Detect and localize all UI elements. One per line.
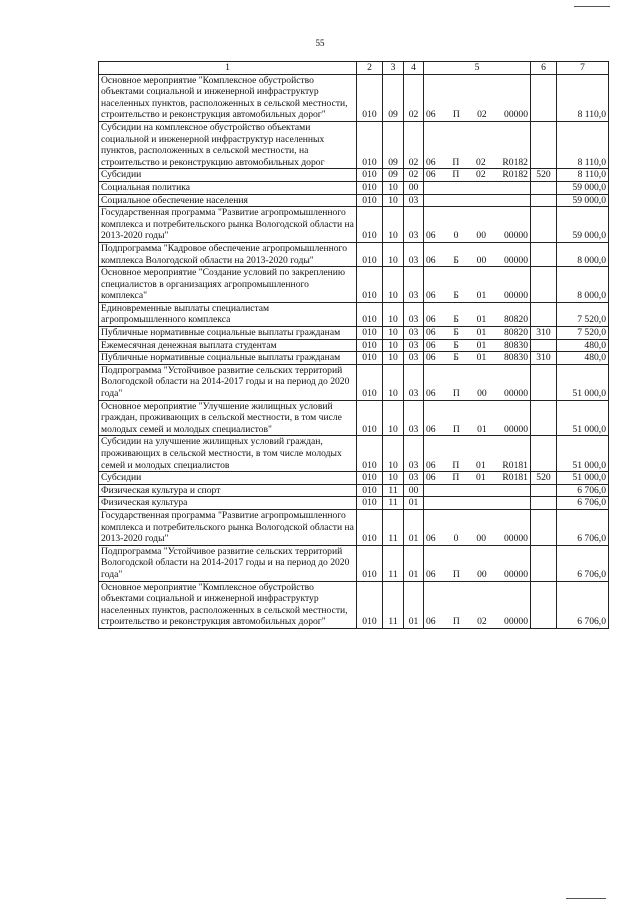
target-article-part: 01	[476, 290, 487, 302]
row-amount: 7 520,0	[557, 302, 609, 326]
target-article-part: 01	[476, 327, 487, 339]
corner-mark-top	[574, 6, 610, 7]
row-name: Субсидии	[99, 169, 357, 182]
target-article-part: R0182	[502, 156, 528, 168]
row-section-code: 10	[383, 364, 404, 400]
target-article-part: 00	[476, 533, 486, 545]
target-article-part: Б	[453, 327, 459, 339]
row-expense-type	[531, 364, 557, 400]
target-article-part: 00000	[504, 109, 528, 121]
table-row	[99, 497, 609, 510]
table-row	[99, 509, 609, 545]
target-article-part: 00000	[504, 388, 528, 400]
table-row	[99, 302, 609, 326]
target-article-part: 80830	[504, 352, 528, 364]
row-ministry-code: 010	[357, 169, 383, 182]
row-subsection-code: 00	[404, 484, 424, 497]
row-name: Субсидии на комплексное обустройство объектами социальной и инженерной инфраструктур населенных пунктов, расположенных в сельской местности, на строительство и реконструкцию автомобильных дорог	[99, 121, 357, 168]
row-section-code: 10	[383, 302, 404, 326]
row-section-code: 10	[383, 181, 404, 194]
target-article-part: Б	[453, 339, 459, 351]
row-ministry-code: 010	[357, 545, 383, 581]
table-row	[99, 352, 609, 365]
table-row	[99, 484, 609, 497]
target-article-part: 06	[426, 472, 436, 484]
row-expense-type	[531, 242, 557, 266]
row-section-code: 10	[383, 352, 404, 365]
row-subsection-code: 03	[404, 194, 424, 207]
row-expense-type	[531, 581, 557, 628]
row-target-article	[424, 121, 531, 168]
row-name: Основное мероприятие "Комплексное обустройство объектами социальной и инженерной инфраструктур населенных пунктов, расположенных в сельской местности, строительство и реконструкция автомобильных дорог"	[99, 581, 357, 628]
row-expense-type	[531, 207, 557, 243]
row-amount: 51 000,0	[557, 400, 609, 436]
target-article-part: 06	[426, 254, 436, 266]
target-article-part: 0	[453, 230, 459, 242]
row-section-code: 10	[383, 400, 404, 436]
table-row	[99, 181, 609, 194]
target-article-part: 01	[476, 339, 487, 351]
target-article-part: 02	[476, 156, 486, 168]
row-section-code: 11	[383, 497, 404, 510]
row-ministry-code: 010	[357, 327, 383, 340]
row-target-article	[424, 242, 531, 266]
row-subsection-code: 00	[404, 181, 424, 194]
row-section-code: 10	[383, 242, 404, 266]
row-expense-type	[531, 194, 557, 207]
row-amount: 6 706,0	[557, 545, 609, 581]
row-expense-type	[531, 181, 557, 194]
target-article-part: П	[452, 169, 460, 181]
row-subsection-code: 03	[404, 302, 424, 326]
target-article-part: 06	[426, 568, 436, 580]
row-target-article	[424, 509, 531, 545]
row-target-article	[424, 400, 531, 436]
target-article-part: 00000	[504, 254, 528, 266]
target-article-part: Б	[453, 314, 459, 326]
row-ministry-code: 010	[357, 436, 383, 472]
target-article-part: 00000	[504, 568, 528, 580]
row-expense-type: 520	[531, 169, 557, 182]
row-ministry-code: 010	[357, 509, 383, 545]
target-article-part: П	[452, 156, 460, 168]
row-amount: 51 000,0	[557, 364, 609, 400]
row-subsection-code: 03	[404, 207, 424, 243]
row-name: Государственная программа "Развитие агропромышленного комплекса и потребительского рынка Вологодской области на 2013-2020 годы"	[99, 509, 357, 545]
row-amount: 6 706,0	[557, 484, 609, 497]
target-article-part: 06	[426, 156, 436, 168]
row-ministry-code: 010	[357, 207, 383, 243]
target-article-part: R0181	[502, 472, 528, 484]
target-article-part: 06	[426, 533, 436, 545]
row-amount: 6 706,0	[557, 497, 609, 510]
target-article-part: 01	[477, 423, 487, 435]
table-row	[99, 339, 609, 352]
header-col-7: 7	[557, 62, 609, 75]
row-target-article	[424, 207, 531, 243]
row-ministry-code: 010	[357, 267, 383, 303]
target-article-part: 06	[426, 339, 436, 351]
row-ministry-code: 010	[357, 339, 383, 352]
budget-table	[98, 61, 609, 629]
target-article-part: 00000	[504, 423, 528, 435]
row-target-article	[424, 302, 531, 326]
target-article-part: Б	[453, 290, 459, 302]
target-article-part: Б	[453, 352, 459, 364]
target-article-part: R0181	[502, 459, 528, 471]
row-target-article	[424, 327, 531, 340]
row-name: Основное мероприятие "Создание условий по закреплению специалистов в организациях агропромышленного комплекса"	[99, 267, 357, 303]
row-section-code: 10	[383, 339, 404, 352]
row-subsection-code: 01	[404, 545, 424, 581]
table-body	[99, 74, 609, 628]
row-ministry-code: 010	[357, 181, 383, 194]
target-article-part: П	[452, 568, 460, 580]
table-row	[99, 436, 609, 472]
row-section-code: 11	[383, 545, 404, 581]
row-name: Подпрограмма "Устойчивое развитие сельских территорий Вологодской области на 2014-2017 годы и на период до 2020 года"	[99, 364, 357, 400]
table-row	[99, 194, 609, 207]
row-section-code: 10	[383, 472, 404, 485]
row-target-article	[424, 339, 531, 352]
row-target-article	[424, 169, 531, 182]
target-article-part: 06	[426, 423, 436, 435]
target-article-part: 06	[426, 327, 436, 339]
row-target-article	[424, 352, 531, 365]
header-col-1: 1	[99, 62, 357, 75]
row-amount: 8 110,0	[557, 74, 609, 121]
row-subsection-code: 01	[404, 509, 424, 545]
row-amount: 59 000,0	[557, 181, 609, 194]
header-col-3: 3	[383, 62, 404, 75]
target-article-part: П	[452, 472, 460, 484]
row-expense-type	[531, 267, 557, 303]
row-subsection-code: 03	[404, 242, 424, 266]
row-name: Ежемесячная денежная выплата студентам	[99, 339, 357, 352]
row-section-code: 10	[383, 436, 404, 472]
row-section-code: 09	[383, 169, 404, 182]
row-amount: 8 000,0	[557, 242, 609, 266]
row-expense-type	[531, 436, 557, 472]
row-name: Физическая культура	[99, 497, 357, 510]
row-subsection-code: 03	[404, 339, 424, 352]
row-subsection-code: 03	[404, 327, 424, 340]
target-article-part: 80820	[504, 314, 528, 326]
target-article-part: П	[452, 109, 460, 121]
row-name: Подпрограмма "Устойчивое развитие сельских территорий Вологодской области на 2014-2017 годы и на период до 2020 года"	[99, 545, 357, 581]
row-name: Публичные нормативные социальные выплаты гражданам	[99, 352, 357, 365]
row-expense-type	[531, 545, 557, 581]
target-article-part: 06	[426, 230, 436, 242]
row-expense-type: 520	[531, 472, 557, 485]
row-ministry-code: 010	[357, 581, 383, 628]
table-row	[99, 472, 609, 485]
target-article-part: 0	[453, 533, 459, 545]
row-subsection-code: 03	[404, 352, 424, 365]
row-section-code: 10	[383, 194, 404, 207]
row-expense-type	[531, 509, 557, 545]
table-row	[99, 545, 609, 581]
target-article-part: 06	[426, 169, 436, 181]
row-amount: 59 000,0	[557, 194, 609, 207]
row-expense-type	[531, 121, 557, 168]
target-article-part: 00000	[504, 616, 528, 628]
row-name: Социальная политика	[99, 181, 357, 194]
header-col-5: 5	[424, 62, 531, 75]
row-name: Социальное обеспечение населения	[99, 194, 357, 207]
row-name: Субсидии на улучшение жилищных условий граждан, проживающих в сельской местности, в том числе молодых семей и молодых специалистов	[99, 436, 357, 472]
target-article-part: 06	[426, 388, 436, 400]
target-article-part: 01	[476, 472, 486, 484]
target-article-part: П	[452, 459, 460, 471]
table-row	[99, 169, 609, 182]
header-col-2: 2	[357, 62, 383, 75]
row-subsection-code: 01	[404, 581, 424, 628]
row-subsection-code: 03	[404, 364, 424, 400]
row-target-article	[424, 436, 531, 472]
row-section-code: 09	[383, 74, 404, 121]
table-row	[99, 74, 609, 121]
target-article-part: П	[452, 388, 460, 400]
row-section-code: 10	[383, 267, 404, 303]
corner-mark-bottom	[566, 898, 606, 899]
target-article-part: 02	[476, 169, 486, 181]
row-ministry-code: 010	[357, 302, 383, 326]
row-section-code: 10	[383, 207, 404, 243]
row-amount: 8 110,0	[557, 121, 609, 168]
row-name: Подпрограмма "Кадровое обеспечение агропромышленного комплекса Вологодской области на 2013-2020 годы"	[99, 242, 357, 266]
target-article-part: 06	[426, 109, 436, 121]
table-row	[99, 267, 609, 303]
target-article-part: 00000	[503, 533, 528, 545]
row-amount: 59 000,0	[557, 207, 609, 243]
row-amount: 480,0	[557, 352, 609, 365]
target-article-part: П	[452, 616, 460, 628]
row-subsection-code: 03	[404, 436, 424, 472]
table-row	[99, 242, 609, 266]
header-col-4: 4	[404, 62, 424, 75]
row-section-code: 11	[383, 581, 404, 628]
row-name: Основное мероприятие "Комплексное обустройство объектами социальной и инженерной инфраструктур населенных пунктов, расположенных в сельской местности, строительство и реконструкция автомобильных дорог"	[99, 74, 357, 121]
target-article-part: 80830	[504, 339, 528, 351]
target-article-part: R0182	[502, 169, 528, 181]
row-target-article	[424, 267, 531, 303]
row-expense-type: 310	[531, 327, 557, 340]
target-article-part: 00	[476, 230, 486, 242]
target-article-part: 06	[426, 290, 436, 302]
target-article-part: 01	[476, 352, 487, 364]
row-ministry-code: 010	[357, 400, 383, 436]
row-target-article	[424, 364, 531, 400]
row-ministry-code: 010	[357, 364, 383, 400]
row-subsection-code: 03	[404, 472, 424, 485]
table-row	[99, 327, 609, 340]
table-row	[99, 121, 609, 168]
row-expense-type	[531, 484, 557, 497]
table-row	[99, 207, 609, 243]
row-section-code: 11	[383, 509, 404, 545]
row-expense-type	[531, 74, 557, 121]
row-amount: 51 000,0	[557, 436, 609, 472]
target-article-part: 00	[477, 388, 487, 400]
row-name: Публичные нормативные социальные выплаты гражданам	[99, 327, 357, 340]
row-ministry-code: 010	[357, 121, 383, 168]
row-ministry-code: 010	[357, 497, 383, 510]
row-ministry-code: 010	[357, 74, 383, 121]
row-section-code: 09	[383, 121, 404, 168]
row-subsection-code: 02	[404, 169, 424, 182]
target-article-part: 00	[477, 568, 487, 580]
row-section-code: 10	[383, 327, 404, 340]
row-ministry-code: 010	[357, 194, 383, 207]
row-expense-type	[531, 497, 557, 510]
page-number: 55	[315, 38, 325, 48]
target-article-part: П	[452, 423, 460, 435]
target-article-part: 80820	[504, 327, 528, 339]
target-article-part: 00	[476, 254, 487, 266]
row-target-article	[424, 484, 531, 497]
row-name: Единовременные выплаты специалистам агропромышленного комплекса	[99, 302, 357, 326]
row-subsection-code: 02	[404, 121, 424, 168]
row-target-article	[424, 74, 531, 121]
target-article-part: 01	[476, 314, 487, 326]
target-article-part: 01	[476, 459, 486, 471]
row-target-article	[424, 472, 531, 485]
row-expense-type	[531, 400, 557, 436]
target-article-part: 06	[426, 459, 436, 471]
target-article-part: 06	[426, 352, 436, 364]
row-name: Государственная программа "Развитие агропромышленного комплекса и потребительского рынка Вологодской области на 2013-2020 годы"	[99, 207, 357, 243]
row-ministry-code: 010	[357, 242, 383, 266]
row-ministry-code: 010	[357, 484, 383, 497]
target-article-part: 06	[426, 616, 436, 628]
row-expense-type	[531, 339, 557, 352]
row-ministry-code: 010	[357, 352, 383, 365]
row-target-article	[424, 497, 531, 510]
row-target-article	[424, 545, 531, 581]
row-amount: 8 000,0	[557, 267, 609, 303]
row-expense-type: 310	[531, 352, 557, 365]
row-subsection-code: 01	[404, 497, 424, 510]
table-row	[99, 400, 609, 436]
table-row	[99, 364, 609, 400]
table-row	[99, 581, 609, 628]
target-article-part: 06	[426, 314, 436, 326]
row-subsection-code: 03	[404, 267, 424, 303]
row-ministry-code: 010	[357, 472, 383, 485]
row-target-article	[424, 581, 531, 628]
target-article-part: 02	[477, 616, 487, 628]
target-article-part: 02	[477, 109, 487, 121]
row-section-code: 11	[383, 484, 404, 497]
row-amount: 6 706,0	[557, 509, 609, 545]
row-name: Физическая культура и спорт	[99, 484, 357, 497]
row-amount: 480,0	[557, 339, 609, 352]
target-article-part: 00000	[504, 290, 528, 302]
row-name: Основное мероприятие "Улучшение жилищных условий граждан, проживающих в сельской местности, в том числе молодых семей и молодых специалистов"	[99, 400, 357, 436]
target-article-part: 00000	[503, 230, 528, 242]
row-amount: 8 110,0	[557, 169, 609, 182]
row-subsection-code: 02	[404, 74, 424, 121]
row-target-article	[424, 194, 531, 207]
row-subsection-code: 03	[404, 400, 424, 436]
row-expense-type	[531, 302, 557, 326]
row-amount: 51 000,0	[557, 472, 609, 485]
header-col-6: 6	[531, 62, 557, 75]
row-amount: 6 706,0	[557, 581, 609, 628]
row-name: Субсидии	[99, 472, 357, 485]
header-row	[99, 62, 609, 75]
row-amount: 7 520,0	[557, 327, 609, 340]
row-target-article	[424, 181, 531, 194]
target-article-part: Б	[453, 254, 459, 266]
